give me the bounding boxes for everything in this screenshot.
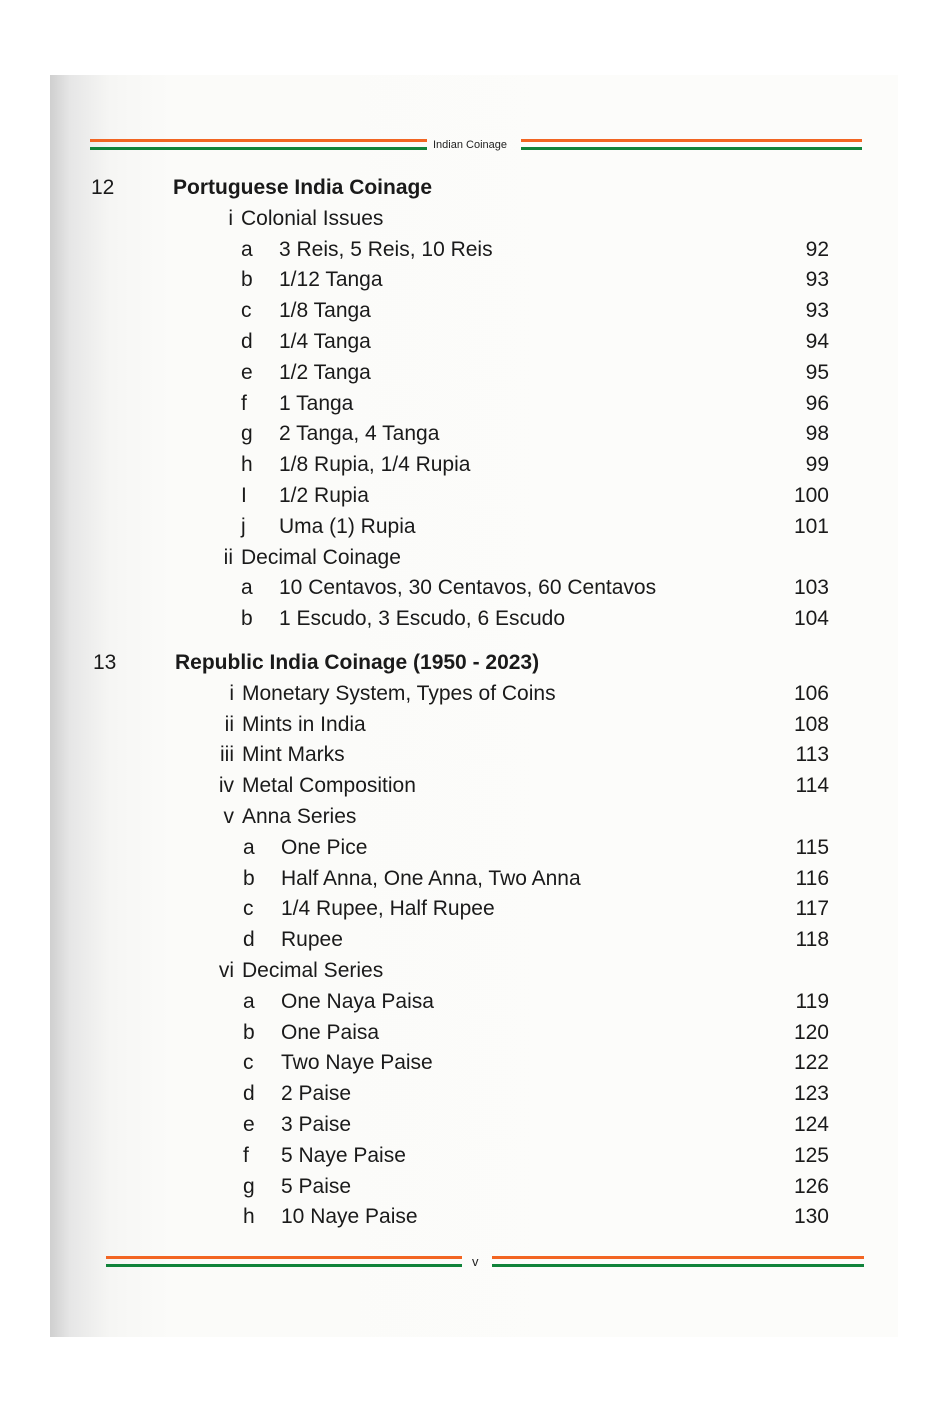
section-number: vi: [218, 959, 234, 982]
item-title: Two Naye Paise: [281, 1051, 433, 1075]
item-letter: b: [241, 607, 253, 631]
item-letter: f: [241, 391, 247, 415]
item-title: 1/4 Tanga: [279, 330, 371, 353]
item-title: 1/8 Tanga: [279, 299, 371, 323]
section-title: Metal Composition: [242, 774, 416, 798]
item-letter: g: [243, 1174, 255, 1198]
item-letter: b: [243, 866, 255, 890]
item-page-number: 125: [793, 1143, 829, 1167]
section-title: Mint Marks: [242, 743, 345, 767]
item-title: 5 Paise: [281, 1174, 352, 1198]
item-title: One Paisa: [281, 1020, 380, 1044]
item-page-number: 95: [805, 360, 829, 384]
item-page-number: 117: [795, 897, 829, 921]
section-number: ii: [223, 545, 233, 569]
page-number: v: [472, 1254, 479, 1269]
item-letter: e: [243, 1113, 255, 1136]
item-page-number: 99: [805, 453, 829, 477]
section-number: iii: [220, 743, 234, 767]
item-title: 10 Centavos, 30 Centavos, 60 Centavos: [279, 576, 657, 600]
item-page-number: 96: [805, 391, 829, 415]
section-title: Decimal Coinage: [241, 545, 401, 569]
item-letter: a: [241, 237, 253, 261]
item-title: 10 Naye Paise: [281, 1205, 418, 1229]
item-letter: a: [241, 576, 253, 600]
tricolor-rule-left: [106, 1256, 462, 1267]
item-page-number: 124: [793, 1113, 829, 1136]
item-title: 1/12 Tanga: [279, 268, 383, 292]
item-title: Half Anna, One Anna, Two Anna: [281, 866, 581, 890]
chapter-number: 12: [91, 176, 115, 199]
item-title: 1/8 Rupia, 1/4 Rupia: [279, 453, 471, 477]
item-title: 1/2 Tanga: [279, 360, 371, 384]
item-page-number: 118: [795, 928, 829, 952]
item-letter: b: [243, 1020, 255, 1044]
item-letter: a: [243, 835, 255, 859]
item-page-number: 119: [795, 989, 829, 1013]
item-letter: e: [241, 360, 253, 384]
chapter-title: Portuguese India Coinage: [173, 176, 433, 199]
item-letter: a: [243, 989, 255, 1013]
item-letter: j: [241, 514, 246, 538]
item-letter: h: [241, 453, 253, 477]
item-page-number: 120: [793, 1020, 829, 1044]
item-page-number: 126: [793, 1174, 829, 1198]
section-number: ii: [224, 712, 234, 736]
item-letter: d: [241, 330, 253, 353]
item-page-number: 130: [793, 1205, 829, 1229]
item-title: 3 Paise: [281, 1113, 352, 1136]
item-title: 1 Escudo, 3 Escudo, 6 Escudo: [279, 607, 566, 631]
section-number: i: [228, 206, 233, 230]
item-title: 1/2 Rupia: [279, 484, 369, 507]
item-title: 2 Paise: [281, 1082, 352, 1106]
item-letter: c: [243, 1051, 254, 1075]
item-page-number: 116: [795, 866, 829, 890]
section-page-number: 113: [795, 743, 829, 767]
item-page-number: 123: [793, 1082, 829, 1106]
item-title: 5 Naye Paise: [281, 1143, 406, 1167]
section-title: Colonial Issues: [241, 206, 384, 230]
section-title: Decimal Series: [242, 959, 384, 982]
item-title: 1/4 Rupee, Half Rupee: [281, 897, 495, 921]
item-page-number: 115: [795, 835, 829, 859]
item-title: Rupee: [281, 928, 343, 952]
item-page-number: 92: [805, 237, 829, 261]
item-page-number: 122: [793, 1051, 829, 1075]
item-page-number: 101: [793, 514, 829, 538]
section-number: i: [229, 681, 234, 705]
item-letter: c: [243, 897, 254, 921]
section-title: Monetary System, Types of Coins: [242, 681, 556, 705]
item-letter: h: [243, 1205, 255, 1229]
item-title: 1 Tanga: [279, 391, 354, 415]
item-page-number: 98: [805, 422, 829, 446]
item-page-number: 103: [793, 576, 829, 600]
item-letter: g: [241, 422, 253, 446]
item-page-number: 100: [793, 484, 829, 507]
item-page-number: 93: [805, 268, 829, 292]
item-letter: d: [243, 1082, 255, 1106]
item-title: 3 Reis, 5 Reis, 10 Reis: [279, 237, 493, 261]
item-letter: b: [241, 268, 253, 292]
running-footer: [106, 1254, 864, 1272]
section-page-number: 114: [795, 774, 829, 798]
chapter-number: 13: [93, 651, 117, 674]
chapter-title: Republic India Coinage (1950 - 2023): [175, 651, 540, 674]
item-page-number: 94: [805, 330, 829, 353]
item-letter: d: [243, 928, 255, 952]
item-page-number: 93: [805, 299, 829, 323]
section-number: iv: [218, 774, 234, 798]
item-letter: c: [241, 299, 252, 323]
section-title: Anna Series: [242, 805, 357, 828]
section-number: v: [223, 805, 234, 828]
tricolor-rule-left: [90, 139, 427, 150]
item-letter: I: [241, 484, 247, 507]
header-title: Indian Coinage: [433, 139, 508, 151]
item-title: Uma (1) Rupia: [279, 514, 416, 538]
section-page-number: 106: [793, 681, 829, 705]
item-title: One Pice: [281, 835, 368, 859]
item-letter: f: [243, 1143, 249, 1167]
section-page-number: 108: [793, 712, 829, 736]
item-page-number: 104: [793, 607, 829, 631]
item-title: 2 Tanga, 4 Tanga: [279, 422, 440, 446]
tricolor-rule-right: [492, 1256, 864, 1267]
running-header: [90, 136, 862, 154]
item-title: One Naya Paisa: [281, 989, 434, 1013]
tricolor-rule-right: [521, 139, 862, 150]
section-title: Mints in India: [242, 712, 366, 736]
